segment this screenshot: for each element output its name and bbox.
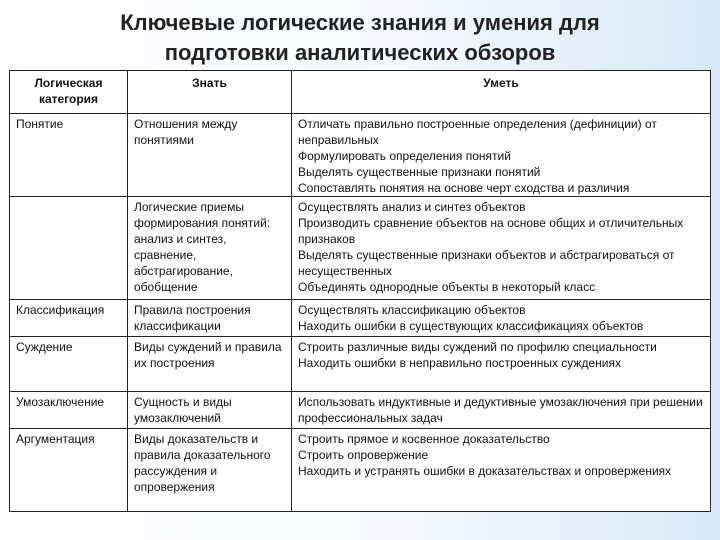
skill-item: Формулировать определения понятий [298,149,511,163]
table-row [10,429,711,512]
know-cell: Виды суждений и правила их построения [128,337,292,392]
slide-title-line-2: подготовки аналитических обзоров [164,40,556,65]
skill-item: Производить сравнение объектов на основе общих и отличительных признаков [298,216,684,246]
category-cell: Суждение [10,337,128,392]
table-row [10,114,711,197]
skill-item: Объединять однородные объекты в некоторый класс [298,280,596,294]
know-cell: Виды доказательств и правила доказательного рассуждения и опровержения [128,429,292,512]
table-row [10,300,711,337]
skills-cell [292,337,711,392]
know-cell: Правила построения классификации [128,300,292,337]
know-cell: Логические приемы формирования понятий: анализ и синтез, сравнение, абстрагирование, обобщение [128,197,292,300]
skills-cell [292,197,711,300]
skill-item: Осуществлять анализ и синтез объектов [298,200,526,214]
skill-item: Выделять существенные признаки понятий [298,165,541,179]
know-cell: Сущность и виды умозаключений [128,392,292,429]
category-cell [10,197,128,300]
skill-item: Осуществлять классификацию объектов [298,303,526,317]
table-header-row [10,71,711,114]
table-row [10,337,711,392]
table-row [10,392,711,429]
slide-title [0,8,720,68]
skill-item: Использовать индуктивные и дедуктивные умозаключения при решении профессиональных задач [298,395,703,425]
category-cell: Классификация [10,300,128,337]
skills-cell [292,300,711,337]
category-cell: Аргументация [10,429,128,512]
skill-item: Находить и устранять ошибки в доказательствах и опровержениях [298,464,672,478]
header-know: Знать [128,71,292,114]
table-row [10,197,711,300]
skill-item: Строить прямое и косвенное доказательство [298,432,550,446]
skills-cell [292,392,711,429]
skill-item: Выделять существенные признаки объектов и абстрагироваться от несущественных [298,248,675,278]
category-cell: Понятие [10,114,128,197]
slide-title-line-1: Ключевые логические знания и умения для [120,10,600,35]
skill-item: Строить опровержение [298,448,429,462]
know-cell: Отношения между понятиями [128,114,292,197]
skill-item: Строить различные виды суждений по профилю специальности [298,340,657,354]
skill-item: Сопоставлять понятия на основе черт сходства и различия [298,181,630,195]
header-category: Логическая категория [10,71,128,114]
skill-item: Находить ошибки в существующих классификациях объектов [298,319,644,333]
header-skills: Уметь [292,71,711,114]
skill-item: Находить ошибки в неправильно построенных суждениях [298,356,621,370]
skill-item: Отличать правильно построенные определения (дефиниции) от неправильных [298,117,657,147]
skills-cell [292,429,711,512]
category-cell: Умозаключение [10,392,128,429]
skills-cell [292,114,711,197]
knowledge-skills-table [9,70,711,512]
